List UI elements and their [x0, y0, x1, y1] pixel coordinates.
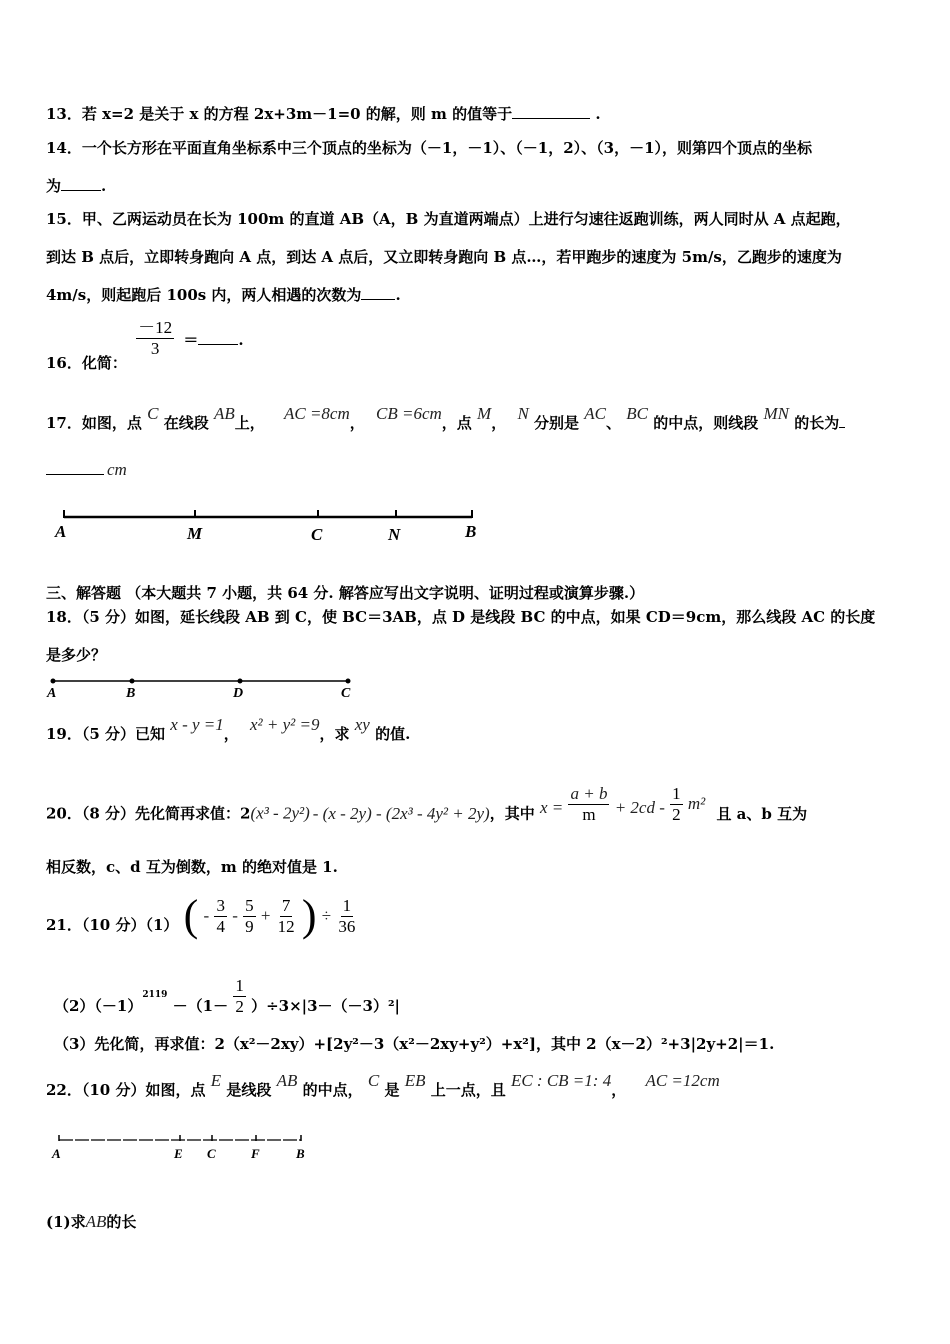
q21-part3: （3）先化简，再求值：2（x²－2xy）+[2y²－3（x²－2xy+y²）+x²]，其中 2（x－2）²+3|2y+2|＝1. [54, 1035, 775, 1053]
label-e: E [174, 1146, 183, 1161]
q13-blank [512, 104, 590, 119]
q16-fraction: $\frac{-12}{3}$ [138, 318, 173, 358]
section-3-heading: 三、解答题 （本大题共 7 小题，共 64 分. 解答应写出文字说明、证明过程或演算步骤.） [46, 584, 645, 602]
q19: 19．（5 分）已知 x - y =1， x² + y² =9，求 xy 的值. [46, 715, 411, 743]
q15-blank [361, 285, 395, 300]
point-a [51, 679, 56, 684]
q16: 16．化简： $\frac{-12}{3}$ ＝ . [46, 318, 244, 372]
q14-line2: 为 . [46, 177, 107, 195]
label-b: B [296, 1146, 305, 1161]
q22-figure [50, 1128, 320, 1163]
q20-line1: 20．（8 分）先化简再求值：2(x³ - 2y²) - (x - 2y) - (2x³ - 4y² + 2y)，其中 x = $\frac{a + b}{m}$ + 2cd - $\frac{1}{2}$ m² 且 a、b 互为 [46, 784, 808, 824]
q14-line1: 14．一个长方形在平面直角坐标系中三个顶点的坐标为（－1，－1）、（－1，2）、（3，－1），则第四个顶点的坐标 [46, 139, 813, 157]
label-c: C [311, 525, 323, 544]
label-m: M [187, 524, 203, 543]
label-a: A [47, 686, 57, 701]
frac-5-9: $\frac{5}{9}$ [245, 895, 254, 936]
label-a: A [52, 1146, 61, 1161]
q17-line2: cm [46, 460, 127, 480]
q16-blank [198, 330, 238, 345]
q20-line2: 相反数，c、d 互为倒数，m 的绝对值是 1. [46, 858, 338, 876]
q20-fraction-half: $\frac{1}{2}$ [672, 784, 681, 824]
point-c [346, 679, 351, 684]
q17-figure [50, 505, 490, 550]
q18-figure [44, 672, 364, 702]
q14-blank [61, 176, 101, 191]
q18-line2: 是多少？ [46, 646, 107, 664]
q15-line3: 4m/s，则起跑后 100s 内，两人相遇的次数为 . [46, 286, 401, 304]
q21-part2: $(2)(-1)^{2119} -(1-$ $\frac{1}{2}$ ）÷3×|3－（－3）²| [54, 976, 401, 1016]
q21-part1: 21．（10 分）（1） ( - $\frac{3}{4}$ - $\frac{5}{9}$ + $\frac{7}{12}$ ) ÷ $\frac{1}{36}$ [46, 891, 356, 940]
label-b: B [465, 522, 477, 541]
q22: 22．（10 分）如图，点 E 是线段 AB 的中点， C 是 EB 上一点，且 EC : CB =1: 4， AC =12cm [46, 1071, 720, 1099]
frac-1-2: $\frac{1}{2}$ [235, 976, 244, 1016]
q20-fraction-ab: $\frac{a + b}{m}$ [570, 784, 608, 824]
frac-3-4: $\frac{3}{4}$ [216, 895, 225, 936]
q15-line2: 到达 B 点后，立即转身跑向 A 点，到达 A 点后，又立即转身跑向 B 点…，若甲跑步的速度为 5m/s，乙跑步的速度为 [46, 248, 842, 266]
label-b: B [126, 686, 136, 701]
q22-sub1: (1)求AB的长 [46, 1212, 137, 1231]
q13-text: 13．若 x=2 是关于 x 的方程 2x+3m－1=0 的解，则 m 的值等于 [46, 105, 513, 123]
label-c: C [207, 1146, 216, 1161]
label-d: D [233, 686, 244, 701]
label-n: N [388, 525, 401, 544]
q17-line1: 17．如图，点 C 在线段 AB上， AC =8cm， CB =6cm，点 M， N 分别是 AC、 BC 的中点，则线段 MN 的长为 [46, 413, 845, 433]
label-f: F [251, 1146, 260, 1161]
q13: 13．若 x=2 是关于 x 的方程 2x+3m－1=0 的解，则 m 的值等于 . [46, 105, 601, 123]
point-b [130, 679, 135, 684]
label-c: C [341, 686, 351, 701]
point-d [238, 679, 243, 684]
frac-7-12: $\frac{7}{12}$ [277, 895, 295, 936]
label-a: A [55, 522, 67, 541]
q17-blank [46, 460, 104, 475]
q15-line1: 15．甲、乙两运动员在长为 100m 的直道 AB（A，B 为直道两端点）上进行匀速往返跑训练，两人同时从 A 点起跑， [46, 210, 851, 228]
q18-line1: 18．（5 分）如图，延长线段 AB 到 C，使 BC＝3AB，点 D 是线段 BC 的中点，如果 CD＝9cm，那么线段 AC 的长度 [46, 608, 876, 626]
frac-1-36: $\frac{1}{36}$ [338, 895, 356, 936]
